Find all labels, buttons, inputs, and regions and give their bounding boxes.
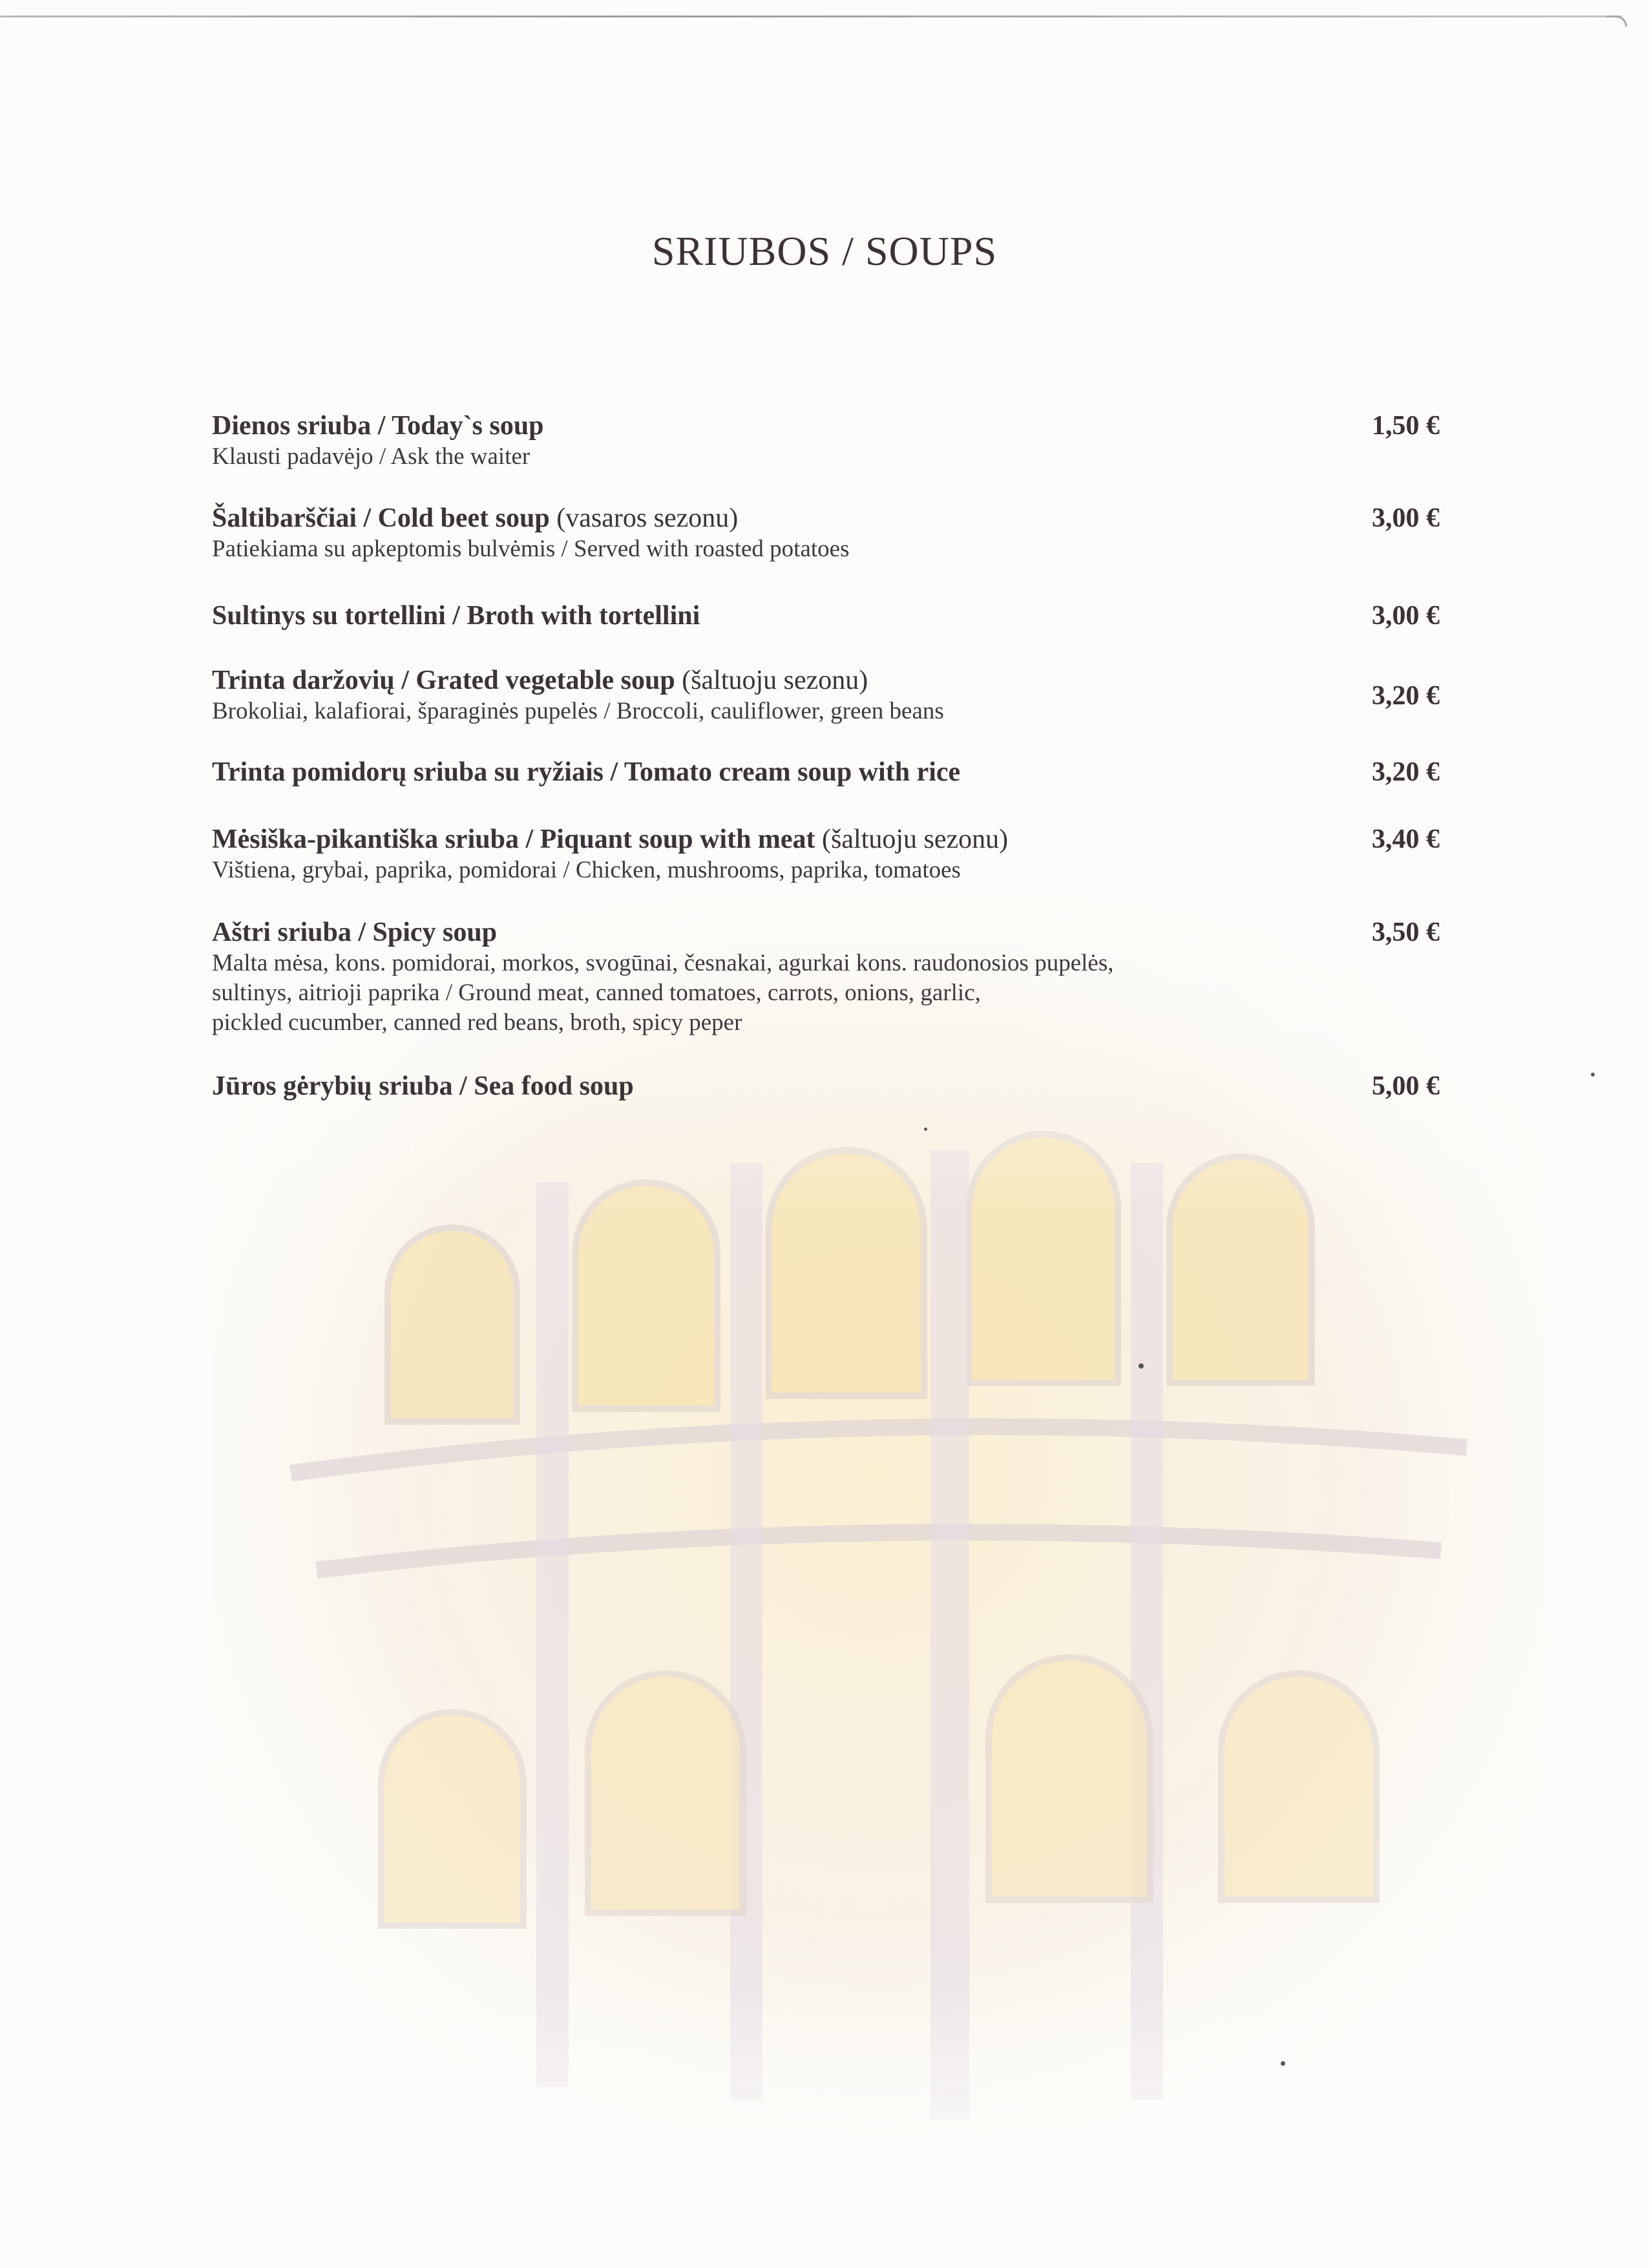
menu-item bbox=[212, 664, 1440, 726]
item-name: Mėsiška-pikantiška sriuba / Piquant soup with meat (šaltuoju sezonu) bbox=[212, 824, 1009, 854]
item-name: Jūros gėrybių sriuba / Sea food soup bbox=[212, 1071, 634, 1101]
menu-item bbox=[212, 410, 1440, 472]
menu-item bbox=[212, 756, 1440, 788]
item-name: Aštri sriuba / Spicy soup bbox=[212, 918, 498, 947]
item-name: Dienos sriuba / Today`s soup bbox=[212, 411, 544, 441]
item-description: Malta mėsa, kons. pomidorai, morkos, svogūnai, česnakai, agurkai kons. raudonosios pupelės, bbox=[212, 950, 1114, 976]
menu-item bbox=[212, 916, 1440, 1038]
scan-speck bbox=[1139, 1363, 1144, 1369]
item-name: Trinta pomidorų sriuba su ryžiais / Tomato cream soup with rice bbox=[212, 757, 961, 787]
item-description: Brokoliai, kalafiorai, šparaginės pupelės / Broccoli, cauliflower, green beans bbox=[212, 698, 944, 724]
item-name: Trinta daržovių / Grated vegetable soup (šaltuoju sezonu) bbox=[212, 666, 868, 695]
scan-speck bbox=[1591, 1073, 1595, 1076]
menu-item bbox=[212, 502, 1440, 564]
item-season-note: (vasaros sezonu) bbox=[556, 503, 739, 533]
item-name: Sultinys su tortellini / Broth with tortellini bbox=[212, 601, 700, 631]
menu-item bbox=[212, 600, 1440, 632]
item-description: Klausti padavėjo / Ask the waiter bbox=[212, 443, 530, 470]
item-price: 1,50 € bbox=[1372, 411, 1440, 441]
item-price: 5,00 € bbox=[1372, 1071, 1440, 1101]
scan-speck bbox=[1281, 2061, 1285, 2066]
item-description: Patiekiama su apkeptomis bulvėmis / Served with roasted potatoes bbox=[212, 536, 850, 562]
item-price: 3,20 € bbox=[1372, 757, 1440, 787]
menu-item bbox=[212, 823, 1440, 885]
item-season-note: (šaltuoju sezonu) bbox=[822, 824, 1009, 854]
item-price: 3,40 € bbox=[1372, 824, 1440, 854]
item-season-note: (šaltuoju sezonu) bbox=[682, 666, 868, 695]
item-description-line-2: sultinys, aitrioji paprika / Ground meat, canned tomatoes, carrots, onions, garlic, bbox=[212, 980, 981, 1006]
item-price: 3,00 € bbox=[1372, 601, 1440, 631]
scan-speck bbox=[924, 1128, 927, 1131]
item-description-line-3: pickled cucumber, canned red beans, broth, spicy peper bbox=[212, 1009, 742, 1036]
item-description: Vištiena, grybai, paprika, pomidorai / Chicken, mushrooms, paprika, tomatoes bbox=[212, 857, 961, 883]
page-title: SRIUBOS / SOUPS bbox=[651, 228, 998, 274]
menu-item bbox=[212, 1070, 1440, 1102]
item-price: 3,50 € bbox=[1372, 918, 1440, 947]
item-price: 3,00 € bbox=[1372, 503, 1440, 533]
top-rule-corner bbox=[1606, 16, 1627, 26]
item-name: Šaltibarščiai / Cold beet soup (vasaros sezonu) bbox=[212, 503, 739, 533]
top-rule bbox=[0, 16, 1622, 17]
item-price: 3,20 € bbox=[1372, 681, 1440, 711]
